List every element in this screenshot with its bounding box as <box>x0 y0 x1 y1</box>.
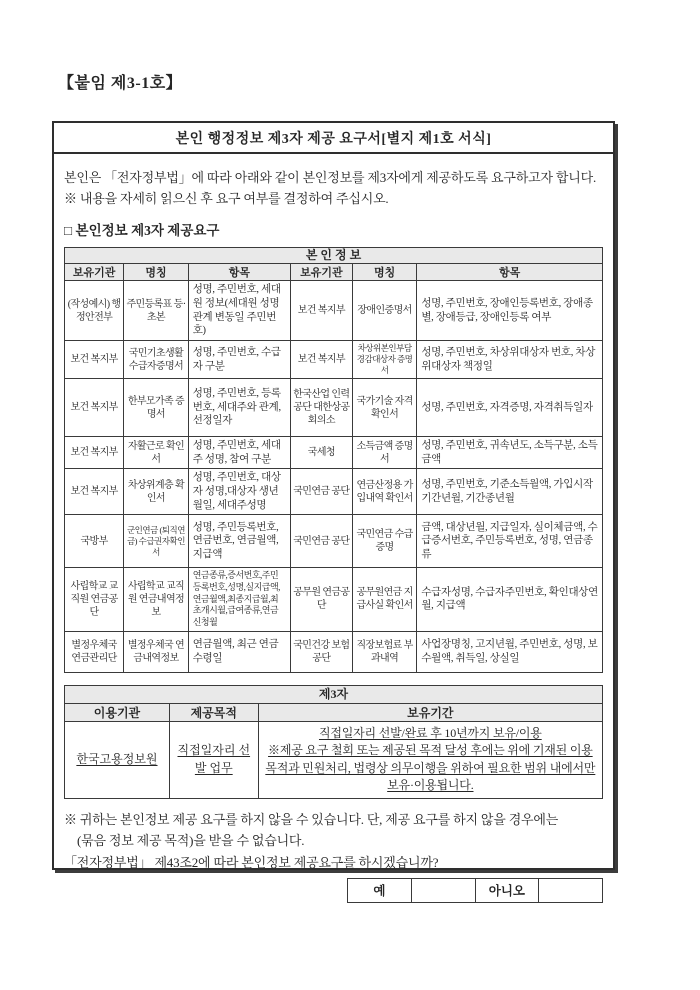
third-party-table <box>64 685 603 799</box>
table-row <box>65 281 603 341</box>
doc-name-cell: 소득금액 증명서 <box>352 437 417 469</box>
items-cell: 수급자성명, 수급자주민번호, 확인대상연월, 지급액 <box>417 568 603 631</box>
column-header-items-2: 항목 <box>417 264 603 281</box>
doc-name-cell: 국가기술 자격확인서 <box>352 379 417 437</box>
doc-name-cell: 주민등록표 등·초본 <box>124 281 189 341</box>
items-cell: 성명, 주민번호, 수급자 구분 <box>188 341 290 379</box>
third-party-data-row <box>65 722 603 799</box>
column-header-items-1: 항목 <box>188 264 290 281</box>
column-header-holding-org-2: 보유기관 <box>290 264 352 281</box>
retention-line-1: 직접일자리 선발/완료 후 10년까지 보유/이용 <box>318 726 542 741</box>
table-row <box>65 631 603 672</box>
column-header-doc-name-1: 명칭 <box>124 264 189 281</box>
items-cell: 성명, 주민번호, 자격증명, 자격취득일자 <box>417 379 603 437</box>
items-cell: 성명, 주민등록번호, 연금번호, 연금월액, 지급액 <box>188 515 290 568</box>
doc-name-cell: 별정우체국 연금내역정보 <box>124 631 189 672</box>
personal-info-table <box>64 247 603 673</box>
table-row <box>65 515 603 568</box>
no-answer-cell[interactable] <box>539 878 603 902</box>
holding-org-cell: 별정우체국 연금관리단 <box>65 631 124 672</box>
personal-info-table-title: 본 인 정 보 <box>65 247 603 264</box>
holding-org-cell: 한국산업 인력공단 대한상공 회의소 <box>290 379 352 437</box>
column-header-doc-name-2: 명칭 <box>352 264 417 281</box>
holding-org-cell: 보건 복지부 <box>290 341 352 379</box>
no-label: 아니오 <box>475 878 539 902</box>
holding-org-cell: 보건 복지부 <box>65 469 124 515</box>
doc-name-cell: 차상위본인부담 경감대상자 증명서 <box>352 341 417 379</box>
answer-table <box>347 878 603 903</box>
form-outer-box <box>52 121 615 899</box>
retention-line-2: ※제공 요구 철회 또는 제공된 목적 달성 후에는 위에 기재된 이용 목적과 민원처리, 법령상 의무이행을 위하여 필요한 범위 내에서만 보유·이용됩니다. <box>265 743 596 793</box>
purpose-cell: 직접일자리 선발 업무 <box>169 722 258 799</box>
doc-name-cell: 공무원연금 지급사실 확인서 <box>352 568 417 631</box>
items-cell: 성명, 주민번호, 대상자 성명,대상자 생년월일, 세대주성명 <box>188 469 290 515</box>
items-cell: 금액, 대상년월, 지급일자, 실이체금액, 수급증서번호, 주민등록번호, 성명, 연금종류 <box>417 515 603 568</box>
holding-org-cell: 보건 복지부 <box>65 437 124 469</box>
personal-info-header-row <box>65 264 603 281</box>
table-row <box>65 568 603 631</box>
doc-name-cell: 직장보험료 부과내역 <box>352 631 417 672</box>
table-row <box>65 469 603 515</box>
note-line-2: (묶음 정보 제공 목적)을 받을 수 없습니다. <box>77 832 305 848</box>
holding-org-cell: (작성예시) 행정안전부 <box>65 281 124 341</box>
retention-cell <box>258 722 602 799</box>
items-cell: 성명, 주민번호, 차상위대상자 번호, 차상위대상자 책정일 <box>417 341 603 379</box>
yes-answer-cell[interactable] <box>411 878 475 902</box>
holding-org-cell: 보건 복지부 <box>65 379 124 437</box>
form-title: 본인 행정정보 제3자 제공 요구서[별지 제1호 서식] <box>54 123 613 154</box>
note-line-1: ※ 귀하는 본인정보 제공 요구를 하지 않을 수 있습니다. 단, 제공 요구를 하지 않을 경우에는 <box>64 811 559 827</box>
column-header-using-org: 이용기관 <box>65 704 170 722</box>
intro-text <box>64 167 603 210</box>
items-cell: 연금종류,증서번호,주민등록번호,성명,실지급액,연금월액,최종지급월,최초개시월,급여종류,연금신청월 <box>188 568 290 631</box>
table-row <box>65 341 603 379</box>
table-row <box>65 379 603 437</box>
doc-name-cell: 군인연금 (퇴직연금) 수급권자확인서 <box>124 515 189 568</box>
column-header-retention: 보유기간 <box>258 704 602 722</box>
items-cell: 성명, 주민번호, 기준소득월액, 가입시작 기간년월, 기간종년월 <box>417 469 603 515</box>
doc-name-cell: 장애인증명서 <box>352 281 417 341</box>
holding-org-cell: 국세청 <box>290 437 352 469</box>
doc-name-cell: 차상위계층 확인서 <box>124 469 189 515</box>
yes-label: 예 <box>348 878 412 902</box>
items-cell: 연금월액, 최근 연금수령일 <box>188 631 290 672</box>
intro-line-1: 본인은 「전자정부법」에 따라 아래와 같이 본인정보를 제3자에게 제공하도록 요구하고자 합니다. <box>64 170 597 185</box>
doc-name-cell: 자활근로 확인서 <box>124 437 189 469</box>
doc-name-cell: 국민연금 수급증명 <box>352 515 417 568</box>
holding-org-cell: 사립학교 교직원 연금공단 <box>65 568 124 631</box>
intro-line-2: ※ 내용을 자세히 읽으신 후 요구 여부를 결정하여 주십시오. <box>64 191 389 207</box>
holding-org-cell: 국민건강 보험공단 <box>290 631 352 672</box>
holding-org-cell: 보건 복지부 <box>290 281 352 341</box>
items-cell: 성명, 주민번호, 세대원 정보(세대원 성명 관계 변동일 주민번호) <box>188 281 290 341</box>
holding-org-cell: 보건 복지부 <box>65 341 124 379</box>
consent-question: 「전자정부법」 제43조2에 따라 본인정보 제공요구를 하시겠습니까? <box>64 854 439 870</box>
holding-org-cell: 공무원 연금공단 <box>290 568 352 631</box>
column-header-holding-org-1: 보유기관 <box>65 264 124 281</box>
personal-info-tbody <box>65 281 603 672</box>
holding-org-cell: 국민연금 공단 <box>290 515 352 568</box>
column-header-purpose: 제공목적 <box>169 704 258 722</box>
items-cell: 성명, 주민번호, 귀속년도, 소득구분, 소득금액 <box>417 437 603 469</box>
answer-row <box>348 878 603 902</box>
doc-name-cell: 사립학교 교직원 연금내역정보 <box>124 568 189 631</box>
third-party-title-row <box>65 685 603 703</box>
using-org-cell: 한국고용정보원 <box>65 722 170 799</box>
items-cell: 성명, 주민번호, 세대주 성명, 참여 구분 <box>188 437 290 469</box>
footer-notes <box>64 809 603 851</box>
section-heading-provision-request: □ 본인정보 제3자 제공요구 <box>64 222 220 238</box>
items-cell: 성명, 주민번호, 등록번호, 세대주와 관계, 선정일자 <box>188 379 290 437</box>
items-cell: 성명, 주민번호, 장애인등록번호, 장애종별, 장애등급, 장애인등록 여부 <box>417 281 603 341</box>
doc-name-cell: 한부모가족 증명서 <box>124 379 189 437</box>
doc-name-cell: 연금산정용 가입내역 확인서 <box>352 469 417 515</box>
holding-org-cell: 국민연금 공단 <box>290 469 352 515</box>
personal-info-title-row <box>65 247 603 264</box>
table-row <box>65 437 603 469</box>
items-cell: 사업장명칭, 고지년월, 주민번호, 성명, 보수월액, 취득일, 상실일 <box>417 631 603 672</box>
third-party-header-row <box>65 704 603 722</box>
attachment-label: 【붙임 제3-1호】 <box>58 75 183 92</box>
third-party-table-title: 제3자 <box>65 685 603 703</box>
holding-org-cell: 국방부 <box>65 515 124 568</box>
doc-name-cell: 국민기초생활 수급자증명서 <box>124 341 189 379</box>
